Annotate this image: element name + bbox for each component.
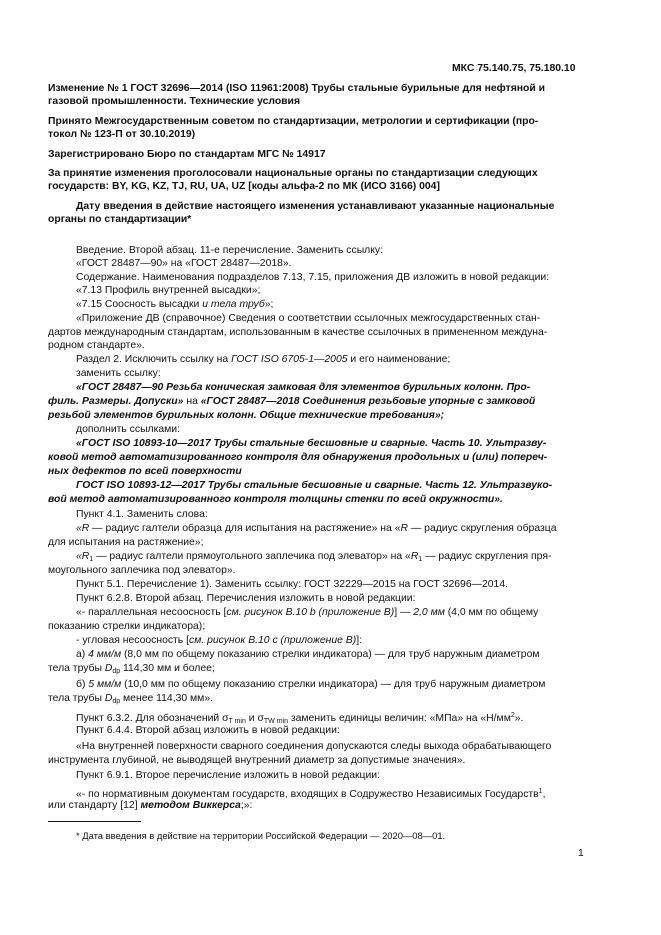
registered-line: Зарегистрировано Бюро по стандартам МГС № 14917	[48, 149, 326, 160]
voted-line-2: государств: BY, KG, KZ, TJ, RU, UA, UZ [коды альфа-2 по МК (ИСО 3166) 004]	[48, 181, 440, 192]
para-gost28487-line-1: «ГОСТ 28487—90 Резьба коническая замковая для элементов бурильных колонн. Про-	[76, 382, 531, 393]
para-r1-line-2: моугольного заплечика под элеватор».	[48, 565, 236, 576]
para-gost28487-line-2: филь. Размеры. Допуски» на «ГОСТ 28487—2018 Соединения резьбовые упорные с замковой	[48, 396, 536, 407]
mks-code: МКС 75.140.75, 75.180.10	[452, 63, 576, 74]
para-add-refs: дополнить ссылками:	[76, 424, 180, 435]
footnote-rule	[48, 821, 141, 822]
para-gost28487-line-3: резьбой элементов бурильных колонн. Общие технические требования»;	[48, 410, 445, 421]
para-a-line-1: а) 4 мм/м (8,0 мм по общему показанию стрелки индикатора) — для труб наружным диаметром	[76, 649, 540, 660]
para-weld-line-2: инструмента глубиной, не выводящей внутренний диаметр за допустимые значения».	[48, 755, 466, 766]
para-iso10893-12-line-2: вой метод автоматизированного контроля толщины стенки по всей окружности».	[48, 494, 503, 505]
para-7-15: «7.15 Соосность высадки и тела труб»;	[76, 299, 274, 310]
page-number: 1	[578, 848, 584, 859]
para-cis-line-2: или стандарту [12] методом Виккерса;»:	[48, 800, 253, 811]
para-contents: Содержание. Наименования подразделов 7.13, 7.15, приложения ДВ изложить в новой редакции:	[76, 272, 550, 283]
title-line-1: Изменение № 1 ГОСТ 32696—2014 (ISO 11961:2008) Трубы стальные бурильные для нефтяной и	[48, 83, 546, 94]
para-iso10893-10-line-1: «ГОСТ ISO 10893-10—2017 Трубы стальные бесшовные и сварные. Часть 10. Ультразву-	[76, 438, 547, 449]
para-intro: Введение. Второй абзац. 11-е перечисление. Заменить ссылку:	[76, 245, 383, 256]
para-r-line-2: для испытания на растяжение»;	[48, 537, 204, 548]
para-annex-line-2: дартов международным стандартам, использованным в качестве ссылочных в примененном междуна-	[48, 327, 548, 338]
para-6-4-4: Пункт 6.4.4. Второй абзац изложить в новой редакции:	[76, 725, 340, 736]
adopted-line-1: Принято Межгосударственным советом по стандартизации, метрологии и сертификации (про-	[48, 116, 539, 127]
para-annex-line-1: «Приложение ДВ (справочное) Сведения о соответствии ссылочных межгосударственных стан-	[76, 313, 541, 324]
voted-line-1: За принятие изменения проголосовали национальные органы по стандартизации следующих	[48, 168, 538, 179]
para-b-line-2: тела трубы $D_{dp}$ менее 114,30 мм».	[48, 693, 213, 705]
para-5-1: Пункт 5.1. Перечисление 1). Заменить ссылку: ГОСТ 32229—2015 на ГОСТ 32696—2014.	[76, 579, 509, 590]
para-angular: - угловая несоосность [см. рисунок В.10 с (приложение В)]:	[76, 635, 362, 646]
para-a-line-2: тела трубы $D_{dp}$ 114,30 мм и более;	[48, 663, 215, 675]
effective-line-1: Дату введения в действие настоящего изменения устанавливают указанные национальные	[76, 201, 555, 212]
para-7-13: «7.13 Профиль внутренней высадки»;	[76, 285, 261, 296]
para-b-line-1: б) 5 мм/м (10,0 мм по общему показанию стрелки индикатора) — для труб наружным диаметром	[76, 679, 546, 690]
footnote: * Дата введения в действие на территории Российской Федерации — 2020—08—01.	[76, 830, 446, 841]
para-iso10893-12-line-1: ГОСТ ISO 10893-12—2017 Трубы стальные бесшовные и сварные. Часть 12. Ультразвуко-	[76, 480, 553, 491]
para-parallel-line-2: показанию стрелки индикатора);	[48, 621, 206, 632]
para-weld-line-1: «На внутренней поверхности сварного соединения допускаются следы выхода обрабатывающего	[76, 741, 552, 752]
para-6-9-1: Пункт 6.9.1. Второе перечисление изложить в новой редакции:	[76, 770, 380, 781]
para-annex-line-3: родном стандарте».	[48, 340, 145, 351]
para-r-line-1: «R — радиус галтели образца для испытания на растяжение» на «R — радиус скругления образца	[76, 523, 557, 534]
para-parallel-line-1: «- параллельная несоосность [см. рисунок В.10 b (приложение В)] — 2,0 мм (4,0 мм по общему	[76, 607, 539, 618]
para-6-2-8: Пункт 6.2.8. Второй абзац. Перечисления изложить в новой редакции:	[76, 593, 416, 604]
para-iso10893-10-line-3: ных дефектов по всей поверхности	[48, 466, 242, 477]
para-section2: Раздел 2. Исключить ссылку на ГОСТ ISO 6705-1—2005 и его наименование;	[76, 354, 451, 365]
title-line-2: газовой промышленности. Технические условия	[48, 96, 301, 107]
effective-line-2: органы по стандартизации*	[48, 214, 192, 225]
adopted-line-2: токол № 123-П от 30.10.2019)	[48, 129, 196, 140]
para-iso10893-10-line-2: ковой метод автоматизированного контроля для обнаружения продольных и (или) попереч-	[48, 452, 548, 463]
para-intro-ref: «ГОСТ 28487—90» на «ГОСТ 28487—2018».	[76, 258, 292, 269]
para-4-1: Пункт 4.1. Заменить слова:	[76, 509, 208, 520]
para-replace-ref: заменить ссылку:	[76, 368, 161, 379]
para-cis-line-1: «- по нормативным документам государств, входящих в Содружество Независимых Государств$^1$,	[76, 788, 546, 800]
para-6-3-2: Пункт 6.3.2. Для обозначений $\sigma_{T min}$ и $\sigma_{TW min}$ заменить единицы величин: «МПа» на «$Н/мм^2$».	[76, 712, 524, 725]
para-r1-line-1: «$R_1$ — радиус галтели прямоугольного заплечика под элеватор» на «$R_1$ — радиус скругления пря-	[76, 551, 552, 563]
